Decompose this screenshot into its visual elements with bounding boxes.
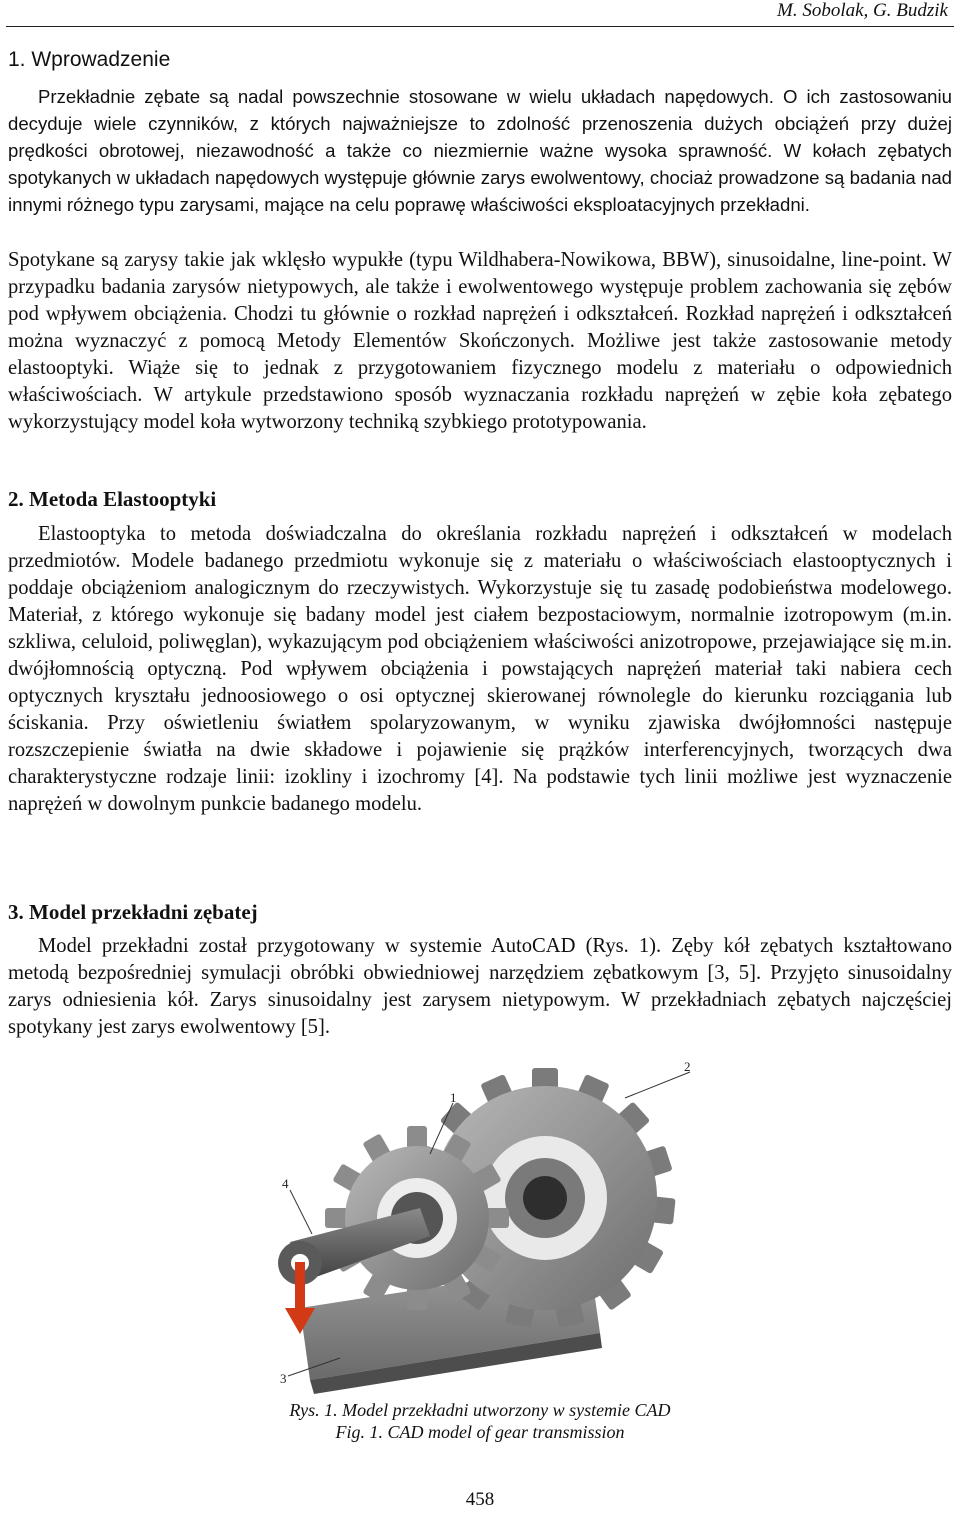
- page-number: 458: [465, 1489, 495, 1510]
- section-heading-3: 3. Model przekładni zębatej: [8, 900, 258, 924]
- paragraph-2-1: Elastooptyka to metoda doświadczalna do określania rozkładu naprężeń i odkształceń w modelach przedmiotów. Modele badanego przedmiotu wykonuje się z materiału o właściwościach elastooptycznych i poddaje obciążeniom analogicznym do rzeczywistych. Wykorzystuje się tu zasadę podobieństwa modelowego. Materiał, z którego wykonuje się badany model jest ciałem bezpostaciowym, normalnie izotropowym (m.in. szkliwa, celuloid, poliwęglan), wykazującym pod obciążeniem właściwości anizotropowe, przejawiające się m.in. dwójłomnością optyczną. Pod wpływem obciążenia i powstających naprężeń materiał taki nabiera cech optycznych kryształu jednoosiowego o osi optycznej skierowanej równolegle do kierunku rozciągania lub ściskania. Przy oświetleniu światłem spolaryzowanym, w wyniku zjawiska dwójłomności następuje rozszczepienie światła na dwie składowe i pojawienie się prążków interferencyjnych, tworzących dwa charakterystyczne rodzaje linii: izokliny i izochromy [4]. Na podstawie tych linii możliwe jest wyznaczenie naprężeń w dowolnym punkcie badanego modelu.: [8, 523, 952, 815]
- paragraph-3-1: Model przekładni został przygotowany w systemie AutoCAD (Rys. 1). Zęby kół zębatych kształtowano metodą bezpośredniej symulacji obróbki obwiedniowej narzędziem zębatkowym [3, 5]. Przyjęto sinusoidalny zarys odniesienia kół. Zarys sinusoidalny jest zarysem nietypowym. W przekładniach zębatych najczęściej spotykany jest zarys ewolwentowy [5].: [8, 935, 952, 1038]
- running-head: M. Sobolak, G. Budzik: [777, 0, 948, 21]
- section-heading-2: 2. Metoda Elastooptyki: [8, 487, 217, 511]
- header-rule: [6, 26, 954, 27]
- paragraph-1-1: Przekładnie zębate są nadal powszechnie stosowane w wielu układach napędowych. O ich zastosowaniu decyduje wiele czynników, z których najważniejsze to zdolność przenoszenia dużych obciążeń przy dużej prędkości obrotowej, niezawodność a także co niezmiernie ważne wysoka sprawność. W kołach zębatych spotykanych w układach napędowych występuje głównie zarys ewolwentowy, chociaż prowadzone są badania nad innymi różnego typu zarysami, mające na celu poprawę właściwości eksploatacyjnych przekładni.: [8, 86, 952, 215]
- part-label-3: 3: [280, 1371, 287, 1386]
- figure-caption-en: Fig. 1. CAD model of gear transmission: [335, 1422, 625, 1442]
- part-label-4: 4: [282, 1176, 289, 1191]
- paragraph-1-2: Spotykane są zarysy takie jak wklęsło wypukłe (typu Wildhabera-Nowikowa, BBW), sinusoidalne, line-point. W przypadku badania zarysów nietypowych, ale także i ewolwentowego występuje problem zachowania się zębów pod wpływem obciążenia. Chodzi tu głównie o rozkład naprężeń i odkształceń. Rozkład naprężeń i odkształceń można wyznaczyć z pomocą Metody Elementów Skończonych. Możliwe jest także zastosowanie metody elastooptyki. Wiąże się to jednak z przygotowaniem fizycznego modelu z materiału o odpowiednich właściwościach. W artykule przedstawiono sposób wyznaczania rozkładu naprężeń w zębie koła zębatego wykorzystujący model koła wytworzony techniką szybkiego prototypowania.: [8, 249, 952, 433]
- part-label-2: 2: [684, 1059, 691, 1074]
- gear-transmission-drawing: [270, 1058, 700, 1400]
- figure-caption-pl: Rys. 1. Model przekładni utworzony w systemie CAD: [289, 1400, 671, 1420]
- gear-figure: [270, 1058, 700, 1400]
- section-heading-1: 1. Wprowadzenie: [8, 48, 171, 71]
- part-label-1: 1: [450, 1090, 457, 1105]
